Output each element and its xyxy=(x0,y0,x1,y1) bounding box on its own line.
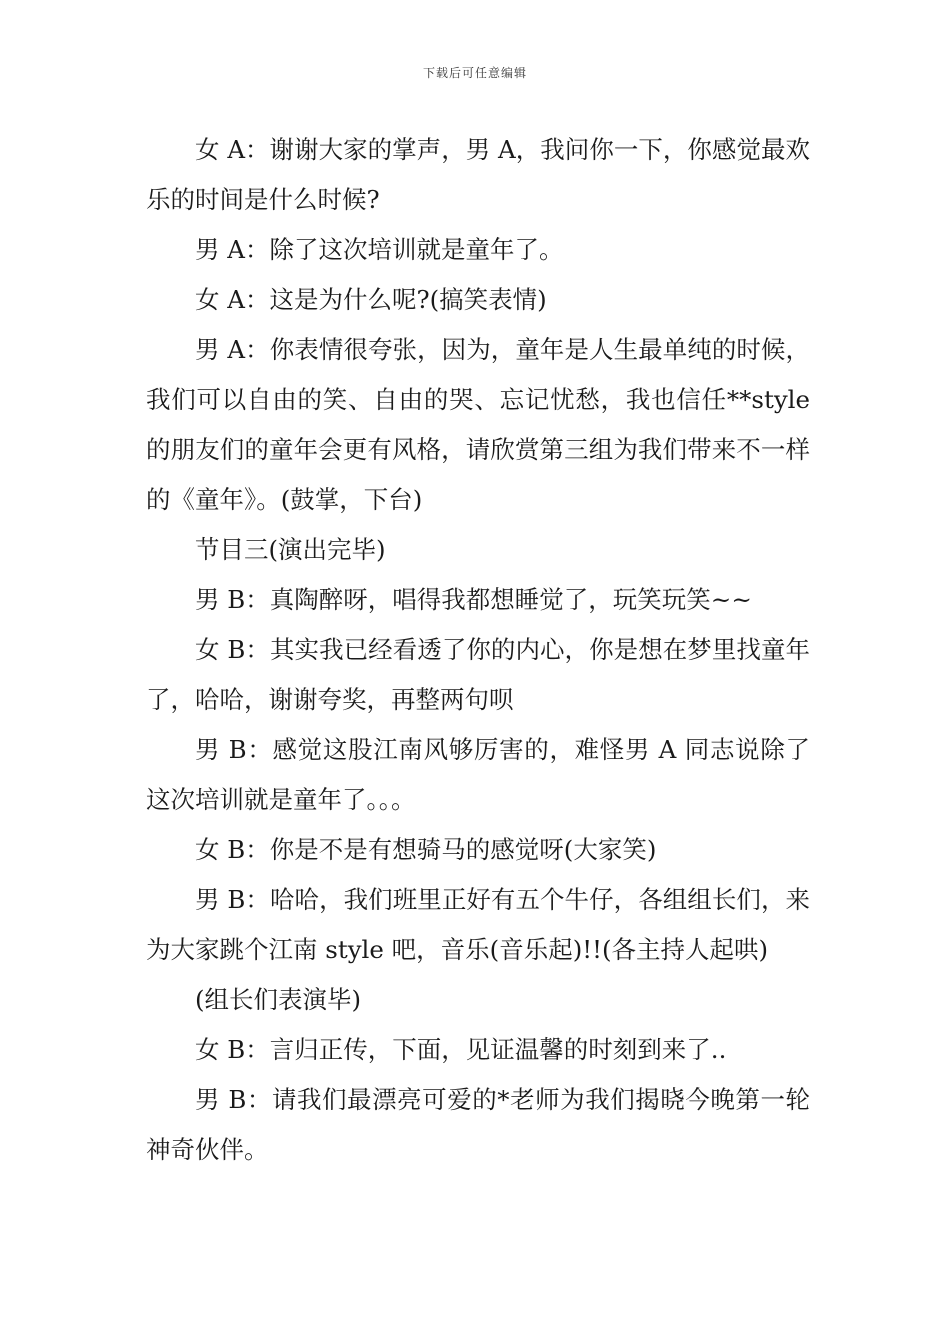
paragraph: 男 B：哈哈，我们班里正好有五个牛仔，各组组长们，来为大家跳个江南 style 吧，音乐(音乐起)!!(各主持人起哄) xyxy=(146,885,810,964)
paragraph: 女 B：其实我已经看透了你的内心，你是想在梦里找童年了，哈哈，谢谢夸奖，再整两句呗 xyxy=(146,635,810,714)
paragraph: 男 A：除了这次培训就是童年了。 xyxy=(195,235,564,264)
paragraph: 男 A：你表情很夸张，因为，童年是人生最单纯的时候，我们可以自由的笑、自由的哭、忘记忧愁，我也信任**style 的朋友们的童年会更有风格，请欣赏第三组为我们带来不一样的《童年》。(鼓掌，下台) xyxy=(146,335,810,514)
document-body xyxy=(146,125,810,1175)
paragraph: 女 A：这是为什么呢?(搞笑表情) xyxy=(195,285,547,314)
paragraph: 男 B：请我们最漂亮可爱的*老师为我们揭晓今晚第一轮神奇伙伴。 xyxy=(146,1085,810,1164)
paragraph: 男 B：真陶醉呀，唱得我都想睡觉了，玩笑玩笑~~ xyxy=(195,585,752,614)
paragraph: 男 B：感觉这股江南风够厉害的，难怪男 A 同志说除了这次培训就是童年了。。。 xyxy=(146,735,810,814)
paragraph: 女 A：谢谢大家的掌声，男 A，我问你一下，你感觉最欢乐的时间是什么时候? xyxy=(146,135,810,214)
paragraph: 节目三(演出完毕) xyxy=(195,535,386,564)
paragraph: 女 B：言归正传，下面，见证温馨的时刻到来了.. xyxy=(195,1035,727,1064)
paragraph: (组长们表演毕) xyxy=(195,985,362,1014)
paragraph: 女 B：你是不是有想骑马的感觉呀(大家笑) xyxy=(195,835,657,864)
page-header: 下载后可任意编辑 xyxy=(422,66,527,80)
